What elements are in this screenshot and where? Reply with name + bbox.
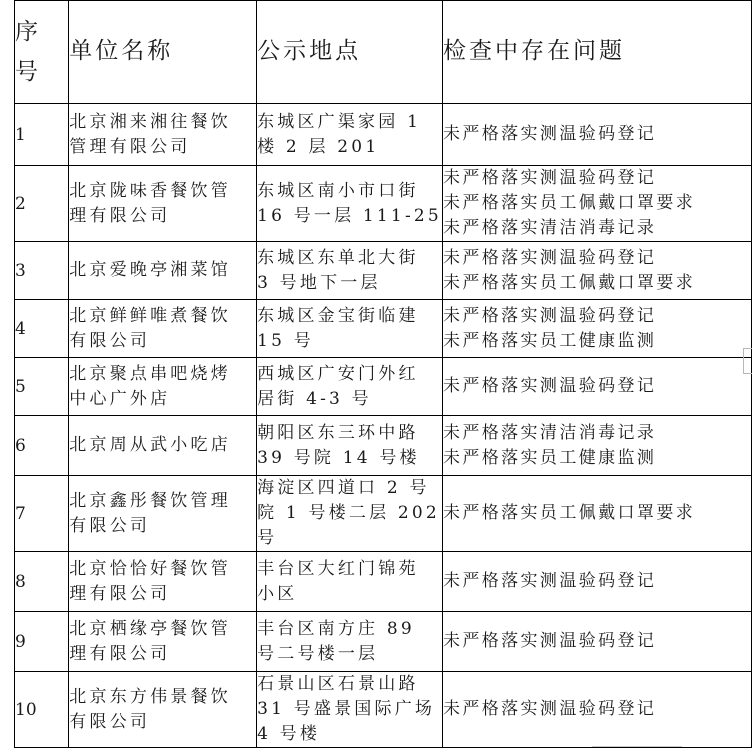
location-line: 东城区南小市口街 — [257, 180, 419, 201]
location-line: 15 号 — [257, 330, 314, 351]
issue-line: 未严格落实员工佩戴口罩要求 — [442, 503, 696, 523]
issues-cell — [442, 672, 751, 748]
location-cell — [257, 672, 443, 748]
row-number: 1 — [15, 104, 69, 166]
table-row — [15, 166, 752, 242]
issue-line: 未严格落实清洁消毒记录 — [442, 218, 657, 238]
page-edge-mark-bottom — [592, 746, 682, 753]
unit-name-cell — [69, 416, 257, 476]
header-seq — [15, 1, 69, 104]
row-number: 3 — [15, 242, 69, 300]
issues-cell — [442, 242, 751, 300]
issues-cell — [442, 612, 751, 672]
unit-name-line: 北京爱晚亭湘菜馆 — [69, 260, 231, 280]
issues-cell — [442, 476, 751, 552]
row-number: 9 — [15, 612, 69, 672]
location-cell — [257, 166, 443, 242]
issue-line: 未严格落实测温验码登记 — [442, 124, 657, 144]
unit-name-line: 北京东方伟景餐饮 — [69, 686, 231, 707]
table-body — [15, 104, 752, 748]
location-line: 海淀区四道口 2 号 — [257, 478, 430, 498]
location-line: 31 号盛景国际广场 — [257, 699, 436, 719]
location-line: 院 1 号楼二层 202 — [257, 503, 440, 523]
table-row — [15, 300, 752, 358]
header-issues: 检查中存在问题 — [442, 1, 751, 104]
location-cell — [257, 552, 443, 612]
unit-name-cell — [69, 672, 257, 748]
location-line: 4 号楼 — [257, 724, 321, 744]
table-row — [15, 104, 752, 166]
unit-name-line: 中心广外店 — [69, 388, 171, 409]
location-cell — [257, 300, 443, 358]
location-cell — [257, 358, 443, 416]
unit-name-line: 北京恰恰好餐饮管 — [69, 558, 231, 579]
location-line: 东城区广渠家园 1 — [257, 111, 422, 132]
unit-name-line: 理有限公司 — [69, 583, 171, 604]
unit-name-line: 北京周从武小吃店 — [69, 435, 231, 455]
issue-line: 未严格落实测温验码登记 — [442, 305, 657, 326]
unit-name-line: 有限公司 — [69, 330, 151, 351]
unit-name-line: 北京鲜鲜唯煮餐饮 — [69, 305, 231, 326]
location-cell — [257, 416, 443, 476]
location-line: 居街 4-3 号 — [257, 388, 372, 409]
table-row — [15, 552, 752, 612]
row-number: 7 — [15, 476, 69, 552]
unit-name-cell — [69, 476, 257, 552]
location-line: 楼 2 层 201 — [257, 136, 380, 157]
table-row — [15, 416, 752, 476]
issue-line: 未严格落实测温验码登记 — [442, 168, 657, 188]
issues-cell — [442, 552, 751, 612]
location-cell — [257, 476, 443, 552]
unit-name-cell — [69, 242, 257, 300]
location-line: 丰台区大红门锦苑 — [257, 558, 419, 579]
page-edge-mark — [743, 348, 752, 374]
issue-line: 未严格落实测温验码登记 — [442, 247, 657, 268]
unit-name-line: 北京湘来湘往餐饮 — [69, 111, 231, 132]
row-number: 10 — [15, 672, 69, 748]
location-cell — [257, 104, 443, 166]
inspection-table — [14, 0, 752, 748]
unit-name-cell — [69, 552, 257, 612]
issue-line: 未严格落实测温验码登记 — [442, 631, 657, 651]
location-line: 西城区广安门外红 — [257, 363, 419, 384]
unit-name-line: 理有限公司 — [69, 643, 171, 664]
unit-name-line: 北京陇味香餐饮管 — [69, 180, 231, 201]
location-line: 39 号院 14 号楼 — [257, 447, 420, 468]
location-line: 16 号一层 111-25 — [257, 205, 442, 226]
table-row — [15, 672, 752, 748]
location-line: 号二号楼一层 — [257, 643, 379, 664]
issue-line: 未严格落实测温验码登记 — [442, 699, 657, 719]
header-unit-name: 单位名称 — [69, 1, 257, 104]
location-line: 3 号地下一层 — [257, 272, 381, 293]
location-cell — [257, 612, 443, 672]
issues-cell — [442, 300, 751, 358]
unit-name-cell — [69, 358, 257, 416]
location-line: 东城区金宝街临建 — [257, 305, 419, 326]
header-seq-char-2: 号 — [15, 59, 38, 85]
issues-cell — [442, 166, 751, 242]
unit-name-cell — [69, 104, 257, 166]
issues-cell — [442, 416, 751, 476]
unit-name-line: 有限公司 — [69, 711, 151, 732]
issue-line: 未严格落实员工佩戴口罩要求 — [442, 272, 696, 293]
row-number: 4 — [15, 300, 69, 358]
row-number: 5 — [15, 358, 69, 416]
header-seq-char-1: 序 — [15, 19, 38, 45]
unit-name-cell — [69, 300, 257, 358]
unit-name-line: 管理有限公司 — [69, 136, 191, 157]
row-number: 8 — [15, 552, 69, 612]
location-line: 丰台区南方庄 89 — [257, 618, 415, 639]
unit-name-line: 北京聚点串吧烧烤 — [69, 363, 231, 384]
unit-name-line: 北京栖缘亭餐饮管 — [69, 618, 231, 639]
unit-name-cell — [69, 612, 257, 672]
row-number: 2 — [15, 166, 69, 242]
header-row — [15, 1, 752, 104]
header-location: 公示地点 — [257, 1, 443, 104]
unit-name-line: 理有限公司 — [69, 205, 171, 226]
unit-name-cell — [69, 166, 257, 242]
issue-line: 未严格落实清洁消毒记录 — [442, 422, 657, 443]
table-row — [15, 242, 752, 300]
unit-name-line: 有限公司 — [69, 515, 151, 536]
table-row — [15, 476, 752, 552]
table-row — [15, 358, 752, 416]
location-cell — [257, 242, 443, 300]
table-row — [15, 612, 752, 672]
issue-line: 未严格落实员工佩戴口罩要求 — [442, 193, 696, 213]
unit-name-line: 北京鑫彤餐饮管理 — [69, 490, 231, 511]
issues-cell — [442, 358, 751, 416]
issue-line: 未严格落实员工健康监测 — [442, 330, 657, 351]
location-line: 朝阳区东三环中路 — [257, 422, 419, 443]
issues-cell — [442, 104, 751, 166]
issue-line: 未严格落实员工健康监测 — [442, 447, 657, 468]
location-line: 石景山区石景山路 — [257, 674, 419, 694]
location-line: 东城区东单北大街 — [257, 247, 419, 268]
issue-line: 未严格落实测温验码登记 — [442, 571, 657, 591]
location-line: 号 — [257, 528, 278, 548]
location-line: 小区 — [257, 583, 298, 604]
issue-line: 未严格落实测温验码登记 — [442, 376, 657, 396]
row-number: 6 — [15, 416, 69, 476]
